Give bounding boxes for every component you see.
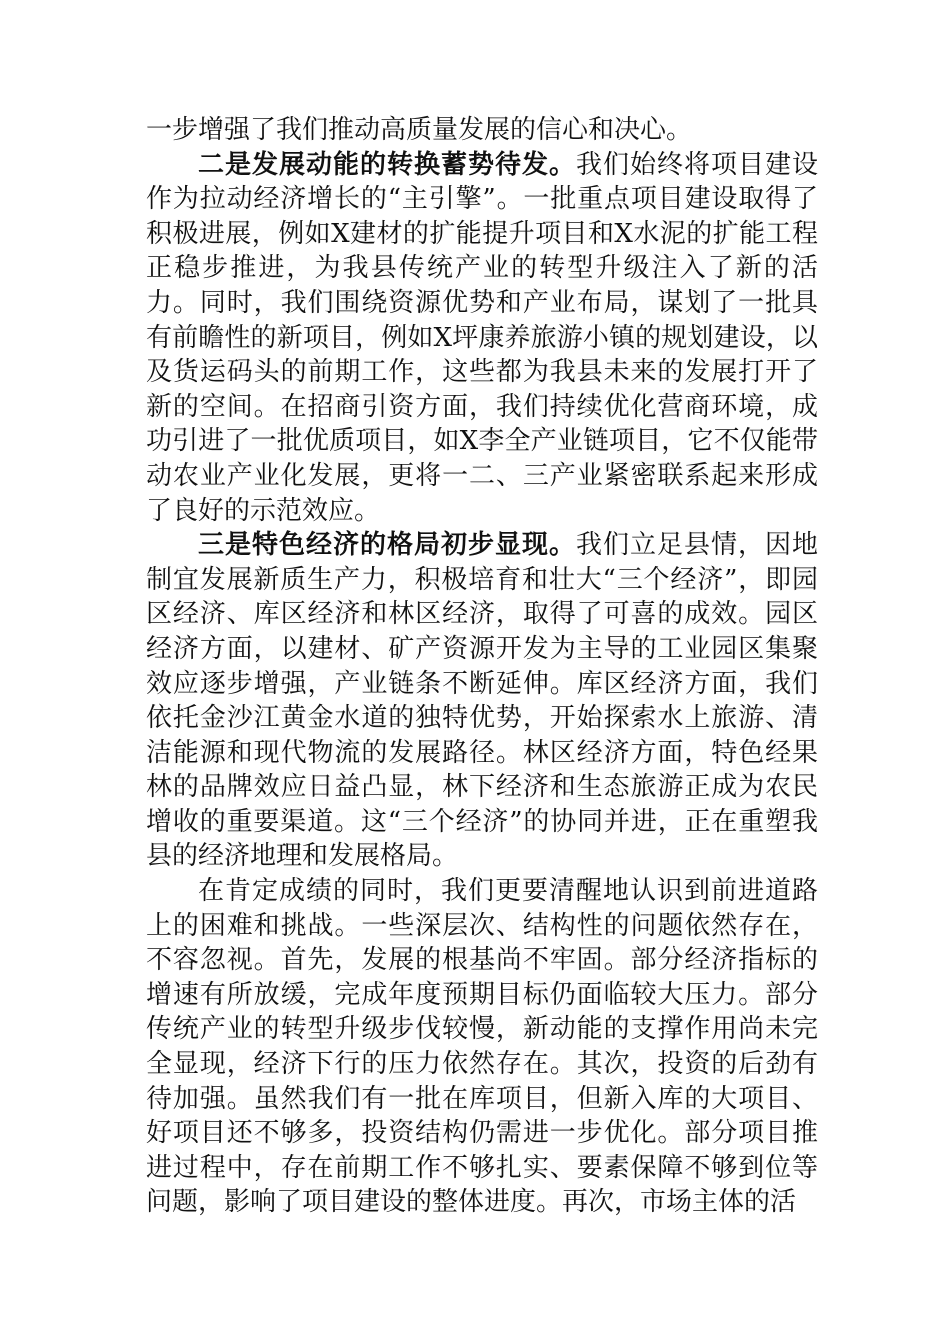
paragraph-characteristic-economy: [146, 528, 818, 874]
paragraph-text: 我们始终将项目建设作为拉动经济增长的“主引擎”。一批重点项目建设取得了积极进展，例如X建材的扩能提升项目和X水泥的扩能工程正稳步推进，为我县传统产业的转型升级注入了新的活力。同时，我们围绕资源优势和产业布局，谋划了一批具有前瞻性的新项目，例如X坪康养旅游小镇的规划建设，以及货运码头的前期工作，这些都为我县未来的发展打开了新的空间。在招商引资方面，我们持续优化营商环境，成功引进了一批优质项目，如X李全产业链项目，它不仅能带动农业产业化发展，更将一二、三产业紧密联系起来形成了良好的示范效应。: [146, 149, 818, 526]
paragraph-lead-heading: 二是发展动能的转换蓄势待发。: [198, 149, 576, 180]
paragraph-text: 一步增强了我们推动高质量发展的信心和决心。: [146, 115, 693, 145]
paragraph-text: 我们立足县情，因地制宜发展新质生产力，积极培育和壮大“三个经济”，即园区经济、库区经济和林区经济，取得了可喜的成效。园区经济方面，以建材、矿产资源开发为主导的工业园区集聚效应逐步增强，产业链条不断延伸。库区经济方面，我们依托金沙江黄金水道的独特优势，开始探索水上旅游、清洁能源和现代物流的发展路径。林区经济方面，特色经果林的品牌效应日益凸显，林下经济和生态旅游正成为农民增收的重要渠道。这“三个经济”的协同并进，正在重塑我县的经济地理和发展格局。: [146, 530, 818, 872]
paragraph-continuation: [146, 113, 818, 148]
paragraph-lead-heading: 三是特色经济的格局初步显现。: [198, 530, 576, 561]
paragraph-challenges: [146, 874, 818, 1220]
paragraph-development-momentum: [146, 148, 818, 529]
paragraph-text: 在肯定成绩的同时，我们更要清醒地认识到前进道路上的困难和挑战。一些深层次、结构性的问题依然存在，不容忽视。首先，发展的根基尚不牢固。部分经济指标的增速有所放缓，完成年度预期目标仍面临较大压力。部分传统产业的转型升级步伐较慢，新动能的支撑作用尚未完全显现，经济下行的压力依然存在。其次，投资的后劲有待加强。虽然我们有一批在库项目，但新入库的大项目、好项目还不够多，投资结构仍需进一步优化。部分项目推进过程中，存在前期工作不够扎实、要素保障不够到位等问题，影响了项目建设的整体进度。再次，市场主体的活: [146, 876, 818, 1218]
body-text: [146, 113, 818, 1220]
